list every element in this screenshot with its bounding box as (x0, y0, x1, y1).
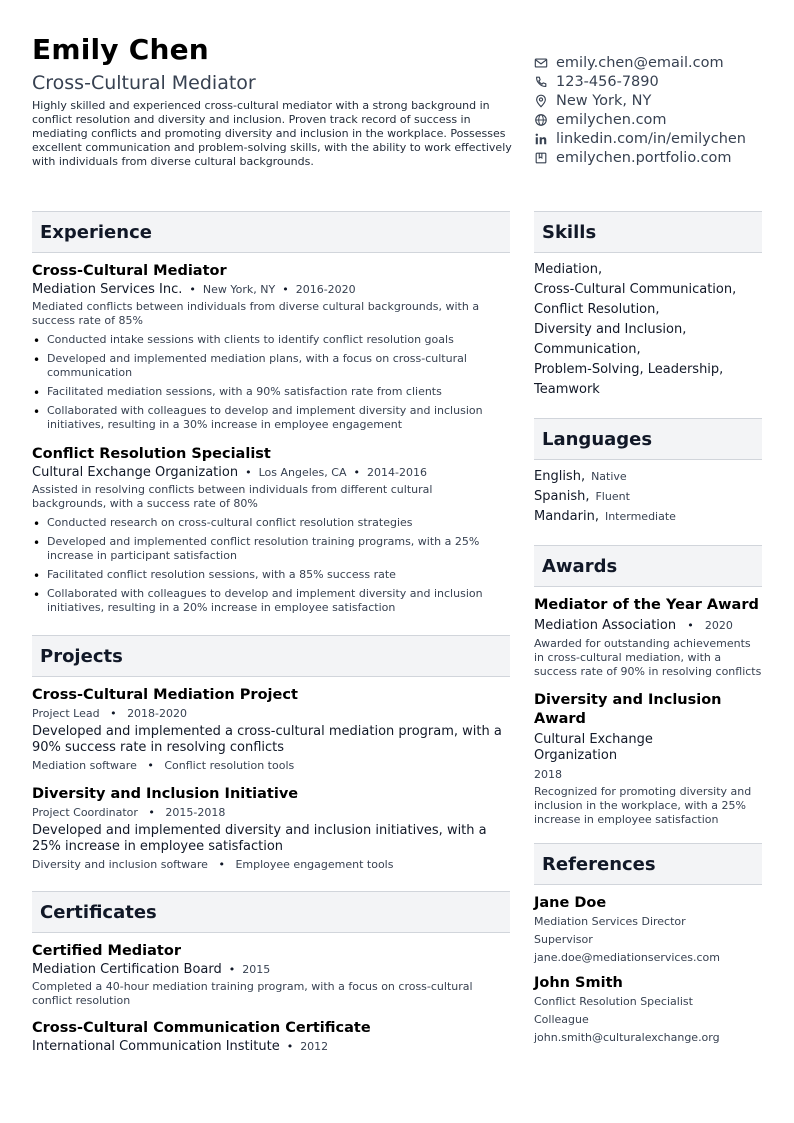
language-name: Spanish, (534, 489, 590, 504)
language-level: Intermediate (604, 510, 676, 523)
project-tool: Diversity and inclusion software (32, 858, 208, 871)
award-title: Diversity and Inclusion Award (534, 692, 722, 727)
job-company: Cultural Exchange Organization (32, 465, 239, 480)
references-heading: References (534, 843, 762, 885)
contact-website-text: emilychen.com (556, 111, 667, 128)
certificate-issuer: Mediation Certification Board (32, 962, 222, 977)
experience-item (32, 446, 510, 615)
job-company: Mediation Services Inc. (32, 282, 183, 297)
candidate-role: Cross-Cultural Mediator (32, 72, 256, 94)
separator-dot: • (286, 1040, 294, 1053)
certificate-item (32, 1020, 510, 1054)
job-bullet: • Collaborated with colleagues to develop and implement diversity and inclusion initiatives, resulting in a 30% increase in employee engagement (32, 404, 510, 432)
reference-email[interactable]: jane.doe@mediationservices.com (534, 951, 720, 964)
skill-line: Problem-Solving, Leadership, (534, 362, 724, 377)
contact-phone[interactable] (534, 72, 779, 91)
job-bullet: • Conducted intake sessions with clients to identify conflict resolution goals (32, 333, 510, 347)
job-company-line (32, 282, 510, 297)
contact-email[interactable] (534, 53, 779, 72)
job-bullet: • Collaborated with colleagues to develop and implement diversity and inclusion initiatives, resulting in a 20% increase in employee satisfaction (32, 587, 510, 615)
award-year: 2018 (534, 768, 562, 781)
certificate-title: Cross-Cultural Communication Certificate (32, 1020, 371, 1036)
side-column (534, 211, 762, 1047)
job-location: New York, NY (202, 283, 276, 296)
job-bullet: • Developed and implemented mediation plans, with a focus on cross-cultural communication (32, 352, 510, 380)
project-tool: Mediation software (32, 759, 137, 772)
certificate-issuer: International Communication Institute (32, 1039, 280, 1054)
project-title: Diversity and Inclusion Initiative (32, 786, 299, 802)
award-description: Recognized for promoting diversity and inclusion in the workplace, with a 25% increase in employee satisfaction (534, 785, 752, 826)
certificate-issuer-line (32, 962, 510, 977)
contact-location-text: New York, NY (556, 92, 652, 109)
certificate-year: 2015 (242, 963, 271, 976)
separator-dot: • (218, 858, 225, 871)
project-tools (32, 759, 510, 772)
certificates-heading: Certificates (32, 891, 510, 933)
separator-dot: • (282, 283, 289, 296)
project-tool: Conflict resolution tools (164, 759, 295, 772)
contact-linkedin-text: linkedin.com/in/emilychen (556, 130, 746, 147)
certificate-title: Certified Mediator (32, 943, 181, 959)
separator-dot: • (189, 283, 196, 296)
job-summary: Mediated conflicts between individuals from diverse cultural backgrounds, with a success rate of 85% (32, 300, 480, 327)
skill-line: Cross-Cultural Communication, (534, 282, 737, 297)
contact-email-text: emily.chen@email.com (556, 54, 724, 71)
job-bullet: • Conducted research on cross-cultural conflict resolution strategies (32, 516, 510, 530)
reference-name: John Smith (534, 975, 623, 991)
language-name: Mandarin, (534, 509, 599, 524)
phone-icon (534, 75, 548, 89)
project-tools (32, 858, 510, 871)
award-description: Awarded for outstanding achievements in cross-cultural mediation, with a success rate of 90% in resolving conflicts (534, 637, 762, 678)
reference-position: Mediation Services Director (534, 915, 686, 928)
job-bullets (32, 333, 510, 432)
location-pin-icon (534, 94, 548, 108)
awards-heading: Awards (534, 545, 762, 587)
certificate-description: Completed a 40-hour mediation training program, with a focus on cross-cultural conflict resolution (32, 980, 473, 1007)
project-dates: 2015-2018 (165, 806, 226, 819)
globe-icon (534, 113, 548, 127)
job-dates: 2014-2016 (367, 466, 427, 479)
project-item (32, 687, 510, 772)
job-title: Conflict Resolution Specialist (32, 446, 271, 462)
skills-heading: Skills (534, 211, 762, 253)
award-org: Mediation Association (534, 618, 677, 633)
project-description: Developed and implemented a cross-cultural mediation program, with a 90% success rate in resolving conflicts (32, 724, 502, 755)
project-item (32, 786, 510, 871)
job-bullet: • Facilitated mediation sessions, with a 90% satisfaction rate from clients (32, 385, 510, 399)
contact-phone-text: 123-456-7890 (556, 73, 659, 90)
award-year: 2020 (704, 619, 733, 632)
job-dates: 2016-2020 (295, 283, 356, 296)
separator-dot: • (353, 466, 360, 479)
language-item (534, 467, 762, 487)
project-role: Project Lead (32, 707, 100, 720)
project-meta (32, 806, 510, 819)
linkedin-icon (534, 132, 548, 146)
award-item (534, 691, 762, 827)
project-meta (32, 707, 510, 720)
project-description: Developed and implemented diversity and inclusion initiatives, with a 25% increase in employee satisfaction (32, 823, 487, 854)
reference-position: Conflict Resolution Specialist (534, 995, 693, 1008)
certificate-item (32, 943, 510, 1008)
reference-item (534, 895, 762, 967)
projects-heading: Projects (32, 635, 510, 677)
contact-linkedin[interactable] (534, 129, 779, 148)
mail-icon (534, 56, 548, 70)
language-item (534, 507, 762, 527)
separator-dot: • (110, 707, 117, 720)
skill-line: Diversity and Inclusion, (534, 322, 687, 337)
separator-dot: • (228, 963, 236, 976)
languages-list (534, 467, 762, 527)
job-bullets (32, 516, 510, 615)
job-company-line (32, 465, 510, 480)
job-location: Los Angeles, CA (258, 466, 347, 479)
reference-name: Jane Doe (534, 895, 607, 911)
languages-heading: Languages (534, 418, 762, 460)
language-item (534, 487, 762, 507)
experience-item (32, 263, 510, 432)
skill-line: Mediation, (534, 262, 603, 277)
separator-dot: • (245, 466, 252, 479)
award-item (534, 596, 762, 679)
candidate-name: Emily Chen (32, 33, 209, 66)
project-role: Project Coordinator (32, 806, 138, 819)
contact-block (534, 53, 779, 167)
skill-line: Conflict Resolution, (534, 302, 660, 317)
separator-dot: • (147, 759, 154, 772)
language-name: English, (534, 469, 586, 484)
main-column (32, 211, 510, 1054)
job-bullet: • Facilitated conflict resolution sessions, with a 85% success rate (32, 568, 510, 582)
skill-line: Teamwork (534, 382, 600, 397)
reference-email[interactable]: john.smith@culturalexchange.org (534, 1031, 720, 1044)
separator-dot: • (687, 619, 694, 632)
experience-heading: Experience (32, 211, 510, 253)
language-level: Native (591, 470, 627, 483)
certificate-issuer-line (32, 1039, 510, 1054)
reference-item (534, 975, 762, 1047)
project-title: Cross-Cultural Mediation Project (32, 687, 298, 703)
reference-relation: Supervisor (534, 933, 593, 946)
reference-relation: Colleague (534, 1013, 589, 1026)
skills-list (534, 260, 762, 400)
award-title: Mediator of the Year Award (534, 597, 759, 613)
profile-summary: Highly skilled and experienced cross-cultural mediator with a strong background in conflict resolution and diversity and inclusion. Proven track record of success in mediating conflicts and promoting diversity and inclusion in the workplace. Possesses excellent communication and problem-solving skills, with the ability to work effectively with individuals from diverse cultural backgrounds. (32, 99, 512, 168)
job-title: Cross-Cultural Mediator (32, 263, 227, 279)
project-dates: 2018-2020 (127, 707, 188, 720)
contact-website[interactable] (534, 110, 779, 129)
job-summary: Assisted in resolving conflicts between individuals from different cultural backgrounds, with a success rate of 80% (32, 483, 433, 510)
portfolio-icon (534, 151, 548, 165)
contact-portfolio[interactable] (534, 148, 779, 167)
certificate-year: 2012 (300, 1040, 329, 1053)
project-tool: Employee engagement tools (235, 858, 394, 871)
award-org-line (534, 618, 762, 634)
job-bullet: • Developed and implemented conflict resolution training programs, with a 25% increase in participant satisfaction (32, 535, 510, 563)
skill-line: Communication, (534, 342, 641, 357)
contact-location (534, 91, 779, 110)
contact-portfolio-text: emilychen.portfolio.com (556, 149, 732, 166)
language-level: Fluent (595, 490, 630, 503)
award-org: Cultural Exchange Organization (534, 732, 653, 763)
separator-dot: • (148, 806, 155, 819)
